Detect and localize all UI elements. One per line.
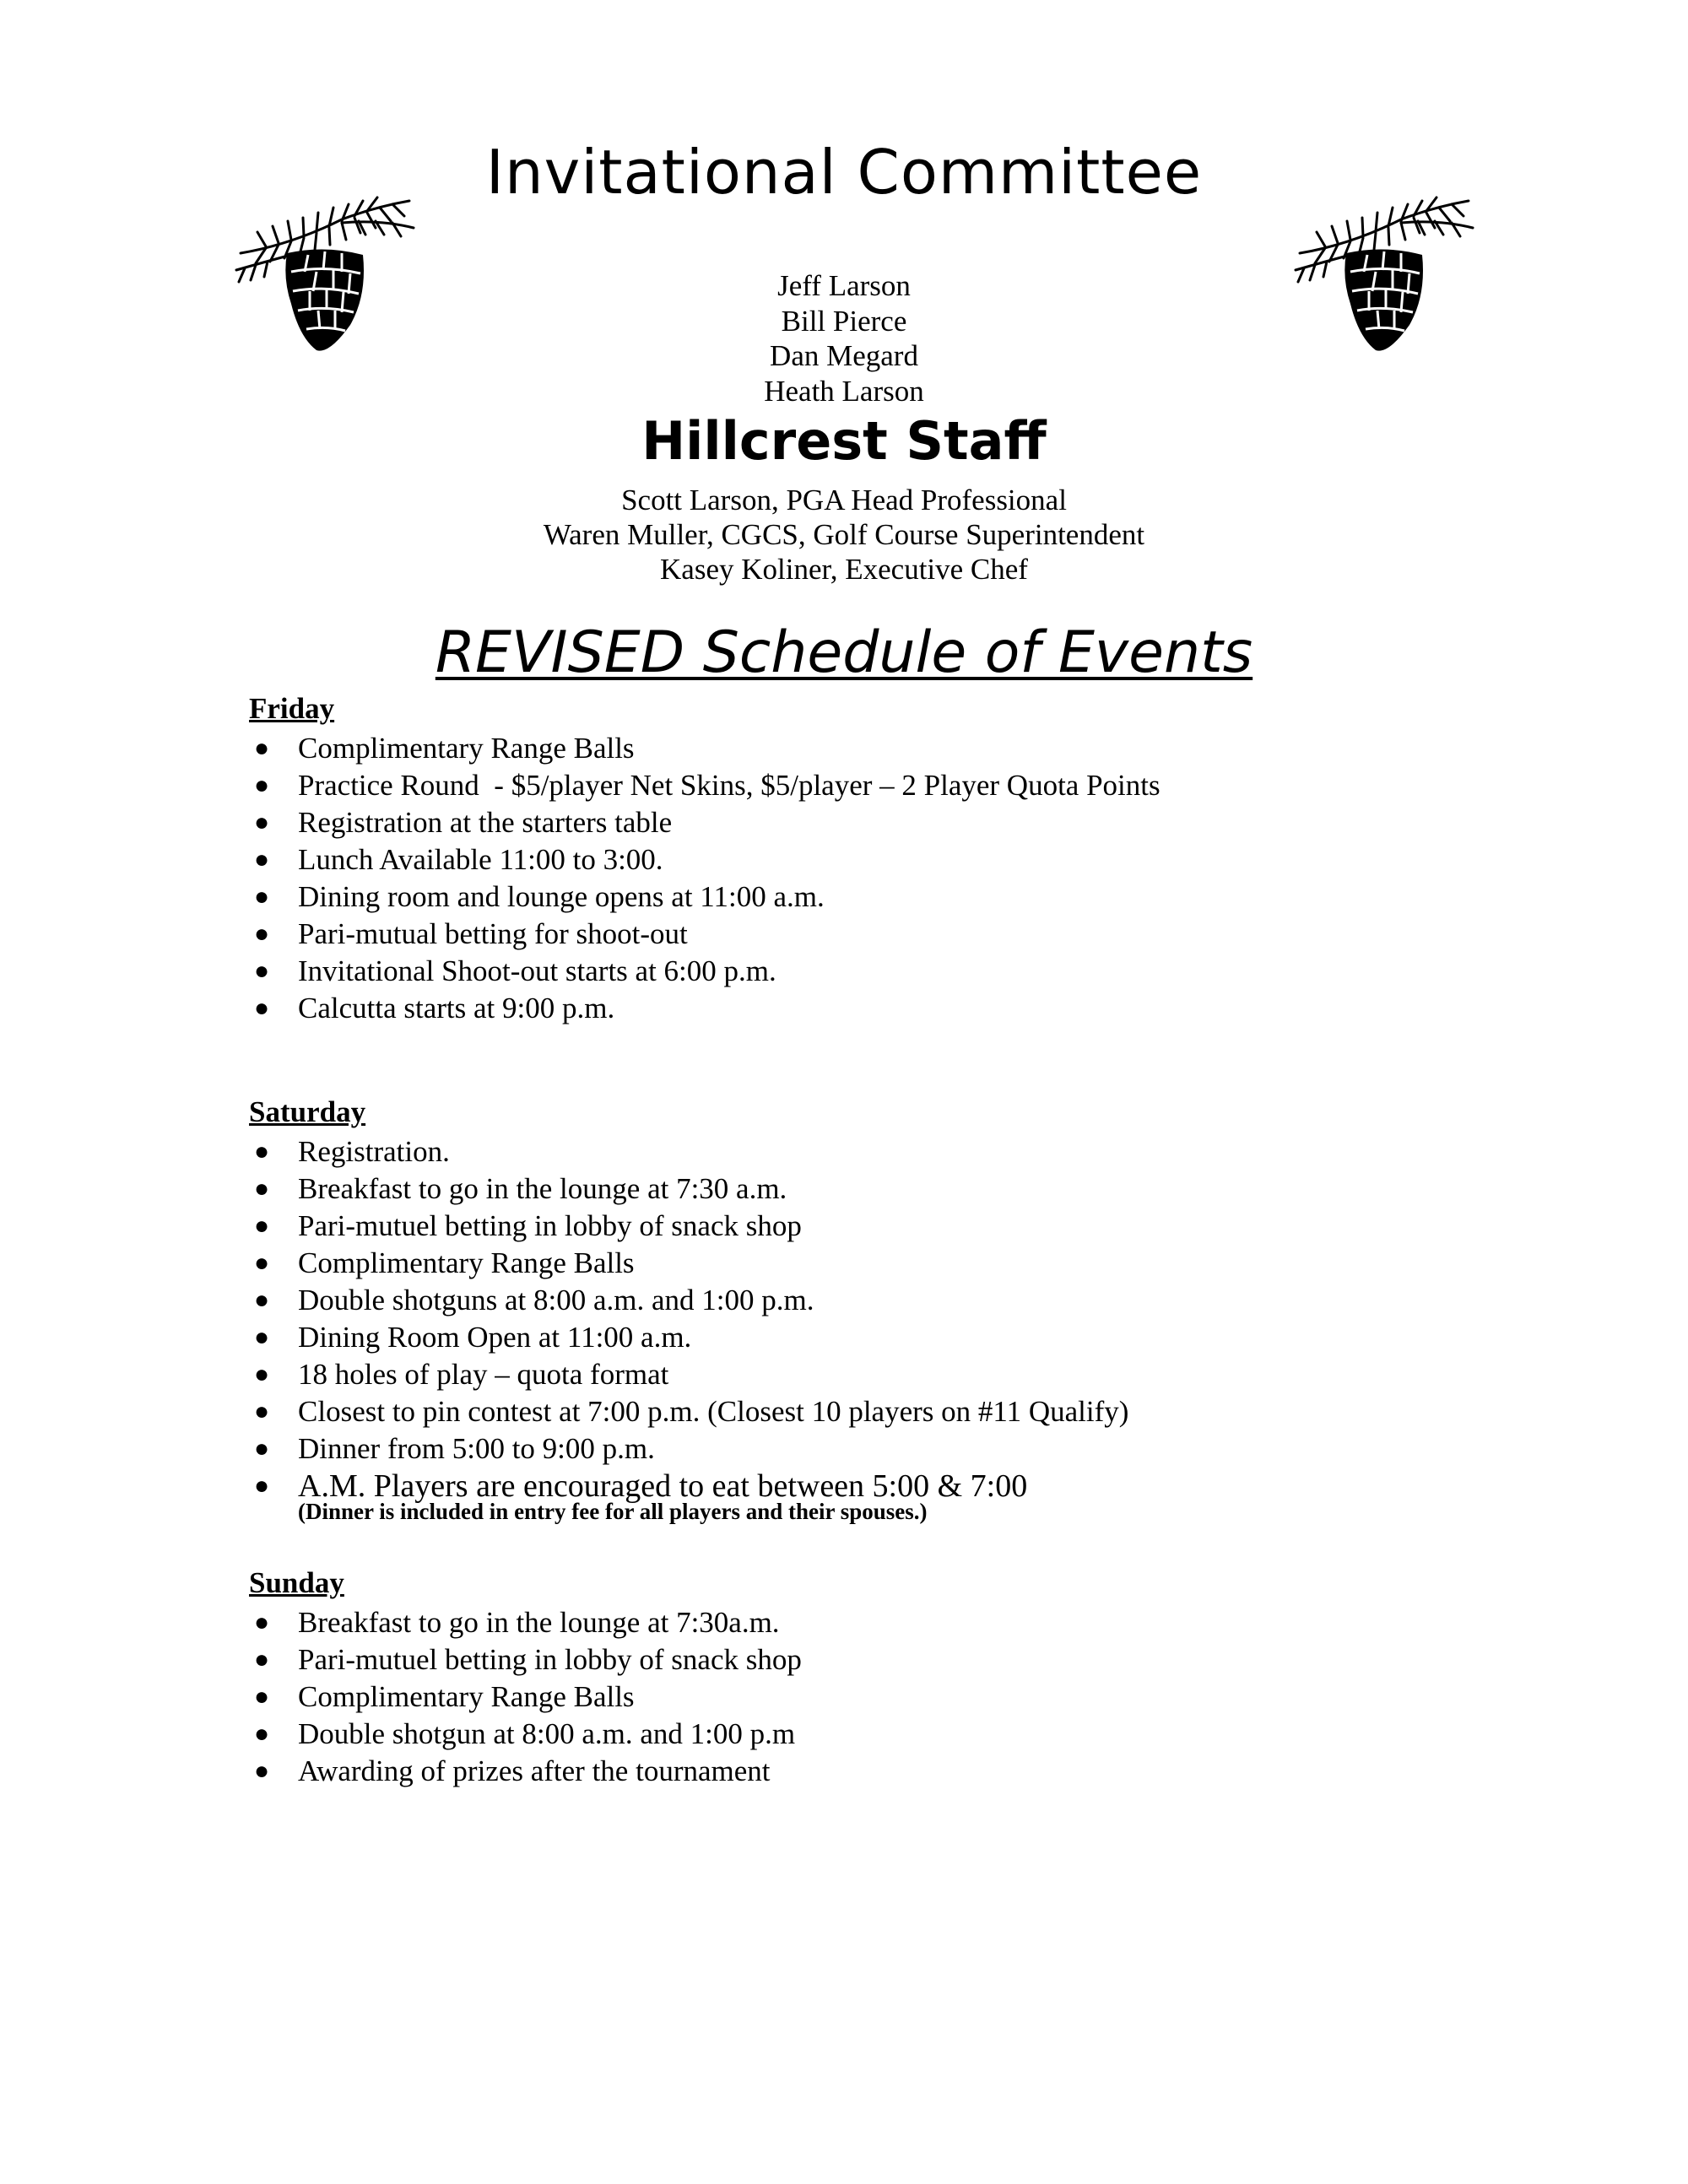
bullet-icon: ● xyxy=(254,1472,270,1500)
committee-member: Bill Pierce xyxy=(781,304,907,338)
bullet-icon: ● xyxy=(254,1138,270,1165)
list-item: ● Breakfast to go in the lounge at 7:30 a.m. xyxy=(249,1170,1128,1208)
committee-member: Jeff Larson xyxy=(777,269,911,302)
bullet-icon: ● xyxy=(254,1212,270,1240)
bullet-icon: ● xyxy=(254,1175,270,1203)
list-item: ● Pari-mutuel betting in lobby of snack shop xyxy=(249,1641,802,1679)
bullet-icon: ● xyxy=(254,1757,270,1785)
bullet-icon: ● xyxy=(254,1608,270,1636)
list-item: ● Calcutta starts at 9:00 p.m. xyxy=(249,990,1160,1027)
friday-list xyxy=(249,730,1160,1027)
bullet-icon: ● xyxy=(254,1286,270,1314)
bullet-icon: ● xyxy=(254,1720,270,1748)
list-item: ● Pari-mutual betting for shoot-out xyxy=(249,916,1160,953)
bullet-icon: ● xyxy=(254,1646,270,1673)
list-item: ● Dining room and lounge opens at 11:00 a.m. xyxy=(249,878,1160,916)
list-item: ● Practice Round - $5/player Net Skins, $5/player – 2 Player Quota Points xyxy=(249,767,1160,804)
list-item: ● Invitational Shoot-out starts at 6:00 p.m. xyxy=(249,953,1160,990)
staff-member: Scott Larson, PGA Head Professional xyxy=(621,484,1067,516)
committee-member: Dan Megard xyxy=(770,339,918,372)
list-item: ● Double shotguns at 8:00 a.m. and 1:00 p.m. xyxy=(249,1282,1128,1319)
sunday-list xyxy=(249,1604,802,1790)
list-item: ● Lunch Available 11:00 to 3:00. xyxy=(249,841,1160,878)
staff-member: Kasey Koliner, Executive Chef xyxy=(660,553,1028,586)
list-item: ● Registration. xyxy=(249,1133,1128,1170)
bullet-icon: ● xyxy=(254,883,270,911)
list-item: ● A.M. Players are encouraged to eat between 5:00 & 7:00 xyxy=(254,1468,1028,1504)
list-item: ● Dining Room Open at 11:00 a.m. xyxy=(249,1319,1128,1356)
saturday-list xyxy=(249,1133,1128,1505)
bullet-icon: ● xyxy=(254,846,270,873)
list-item: ● Complimentary Range Balls xyxy=(249,730,1160,767)
sunday-heading: Sunday xyxy=(249,1566,344,1599)
bullet-icon: ● xyxy=(254,1323,270,1351)
committee-title: Invitational Committee xyxy=(485,137,1203,208)
list-item: ● Dinner from 5:00 to 9:00 p.m. xyxy=(249,1430,1128,1468)
list-item: ● Double shotgun at 8:00 a.m. and 1:00 p.m xyxy=(249,1716,802,1753)
list-item: ● Complimentary Range Balls xyxy=(249,1679,802,1716)
bullet-icon: ● xyxy=(254,1360,270,1388)
list-item: ● Closest to pin contest at 7:00 p.m. (Closest 10 players on #11 Qualify) xyxy=(249,1393,1128,1430)
staff-title: Hillcrest Staff xyxy=(641,410,1047,472)
list-item: ● 18 holes of play – quota format xyxy=(249,1356,1128,1393)
bullet-icon: ● xyxy=(254,1249,270,1277)
staff-members xyxy=(0,483,1688,587)
list-item: ● Complimentary Range Balls xyxy=(249,1245,1128,1282)
saturday-heading: Saturday xyxy=(249,1095,366,1128)
list-item: ● Registration at the starters table xyxy=(249,804,1160,841)
bullet-icon: ● xyxy=(254,771,270,799)
bullet-icon: ● xyxy=(254,994,270,1022)
committee-member: Heath Larson xyxy=(764,374,924,408)
bullet-icon: ● xyxy=(254,1397,270,1425)
bullet-icon: ● xyxy=(254,1435,270,1462)
committee-members xyxy=(0,268,1688,408)
schedule-title: REVISED Schedule of Events xyxy=(435,619,1253,686)
bullet-icon: ● xyxy=(254,920,270,948)
dinner-note: (Dinner is included in entry fee for all players and their spouses.) xyxy=(298,1499,928,1524)
bullet-icon: ● xyxy=(254,808,270,836)
bullet-icon: ● xyxy=(254,957,270,985)
list-item: ● Awarding of prizes after the tournament xyxy=(249,1753,802,1790)
bullet-icon: ● xyxy=(254,1683,270,1711)
bullet-icon: ● xyxy=(254,734,270,762)
staff-member: Waren Muller, CGCS, Golf Course Superintendent xyxy=(543,518,1145,551)
list-item: ● Pari-mutuel betting in lobby of snack shop xyxy=(249,1208,1128,1245)
list-item: ● Breakfast to go in the lounge at 7:30a.m. xyxy=(249,1604,802,1641)
friday-heading: Friday xyxy=(249,692,335,725)
